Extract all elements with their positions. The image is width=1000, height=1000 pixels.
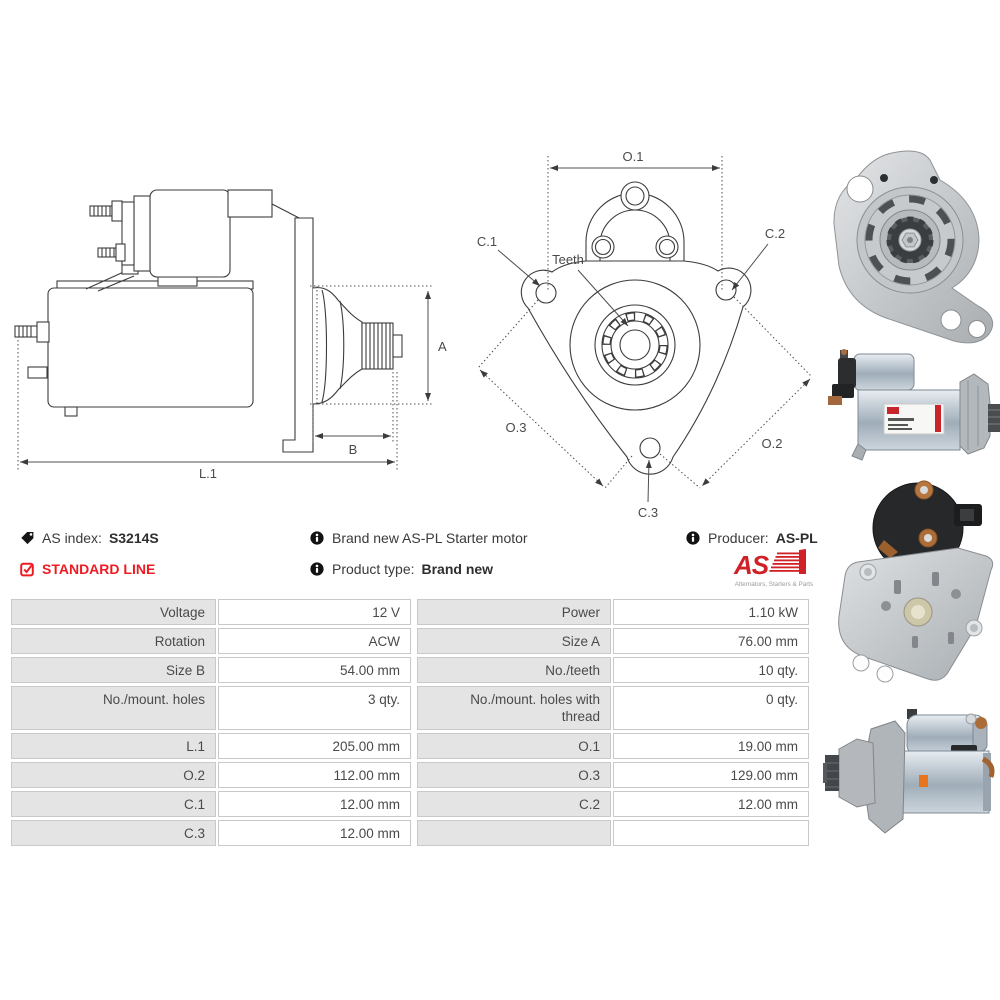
starter-front-view-drawing [450, 130, 840, 525]
spec-value: 1.10 kW [613, 599, 809, 625]
as-index-row [20, 530, 159, 546]
producer-value: AS-PL [775, 530, 818, 546]
product-type-value: Brand new [421, 561, 494, 577]
standard-line-row [20, 561, 155, 577]
dim-label-l1: L.1 [198, 466, 218, 481]
product-type-label: Product type: [332, 561, 415, 577]
standard-line-label: STANDARD LINE [42, 561, 156, 577]
table-row [11, 791, 809, 817]
spec-value [613, 820, 809, 846]
spec-value: 205.00 mm [218, 733, 411, 759]
spec-label [417, 820, 611, 846]
starter-side-view-drawing [10, 140, 450, 490]
photo-side-drive-right [828, 348, 1000, 470]
spec-label: No./mount. holes with thread [417, 686, 611, 730]
spec-table [11, 599, 809, 849]
spec-value: 129.00 mm [613, 762, 809, 788]
producer-row [686, 530, 818, 546]
table-row [11, 762, 809, 788]
product-description-row [310, 530, 528, 546]
dim-label-o3: O.3 [505, 420, 527, 435]
spec-label: Voltage [11, 599, 216, 625]
photo-side-drive-left [823, 703, 1000, 845]
dim-label-c1: C.1 [476, 234, 498, 249]
dim-label-c3: C.3 [637, 505, 659, 520]
spec-value: 0 qty. [613, 686, 809, 730]
dim-label-o2: O.2 [761, 436, 783, 451]
spec-value: 19.00 mm [613, 733, 809, 759]
front-arch [586, 182, 684, 261]
dim-label-o1: O.1 [622, 149, 644, 164]
as-index-label: AS index: [42, 530, 102, 546]
spec-label: Power [417, 599, 611, 625]
checkbox-checked-icon [20, 562, 35, 577]
tag-icon [20, 531, 35, 546]
photo-drive-end-front [830, 148, 1000, 348]
spec-label: O.3 [417, 762, 611, 788]
spec-value: 10 qty. [613, 657, 809, 683]
spec-value: 12.00 mm [218, 820, 411, 846]
spec-label: No./teeth [417, 657, 611, 683]
side-solenoid [86, 190, 230, 291]
table-row [11, 733, 809, 759]
product-description: Brand new AS-PL Starter motor [332, 530, 528, 546]
logo-stripes [770, 549, 807, 574]
spec-label: L.1 [11, 733, 216, 759]
spec-label: C.3 [11, 820, 216, 846]
spec-label: No./mount. holes [11, 686, 216, 730]
spec-value: 76.00 mm [613, 628, 809, 654]
dim-label-teeth: Teeth [552, 252, 584, 267]
spec-value: 3 qty. [218, 686, 411, 730]
table-row [11, 820, 809, 846]
spec-label: C.2 [417, 791, 611, 817]
info-icon [686, 531, 701, 546]
table-row [11, 628, 809, 654]
info-icon [310, 562, 325, 577]
product-type-row [310, 561, 493, 577]
logo-tagline: Alternators, Starters & Parts [734, 581, 814, 588]
as-index-value: S3214S [108, 530, 159, 546]
producer-label: Producer: [708, 530, 769, 546]
as-pl-logo [733, 549, 815, 589]
spec-label: C.1 [11, 791, 216, 817]
dim-label-a: A [438, 339, 447, 354]
table-row [11, 657, 809, 683]
spec-value: 12.00 mm [218, 791, 411, 817]
spec-label: O.1 [417, 733, 611, 759]
spec-value: 54.00 mm [218, 657, 411, 683]
info-icon [310, 531, 325, 546]
dim-label-c2: C.2 [764, 226, 786, 241]
spec-label: Size B [11, 657, 216, 683]
spec-value: ACW [218, 628, 411, 654]
spec-label: O.2 [11, 762, 216, 788]
spec-label: Size A [417, 628, 611, 654]
spec-value: 112.00 mm [218, 762, 411, 788]
table-row [11, 599, 809, 625]
table-row [11, 686, 809, 730]
spec-label: Rotation [11, 628, 216, 654]
photo-rear-view [828, 478, 996, 700]
spec-value: 12 V [218, 599, 411, 625]
dim-label-b: B [348, 442, 358, 457]
spec-value: 12.00 mm [613, 791, 809, 817]
side-drive-end [228, 190, 402, 452]
logo-text: AS [734, 550, 769, 580]
